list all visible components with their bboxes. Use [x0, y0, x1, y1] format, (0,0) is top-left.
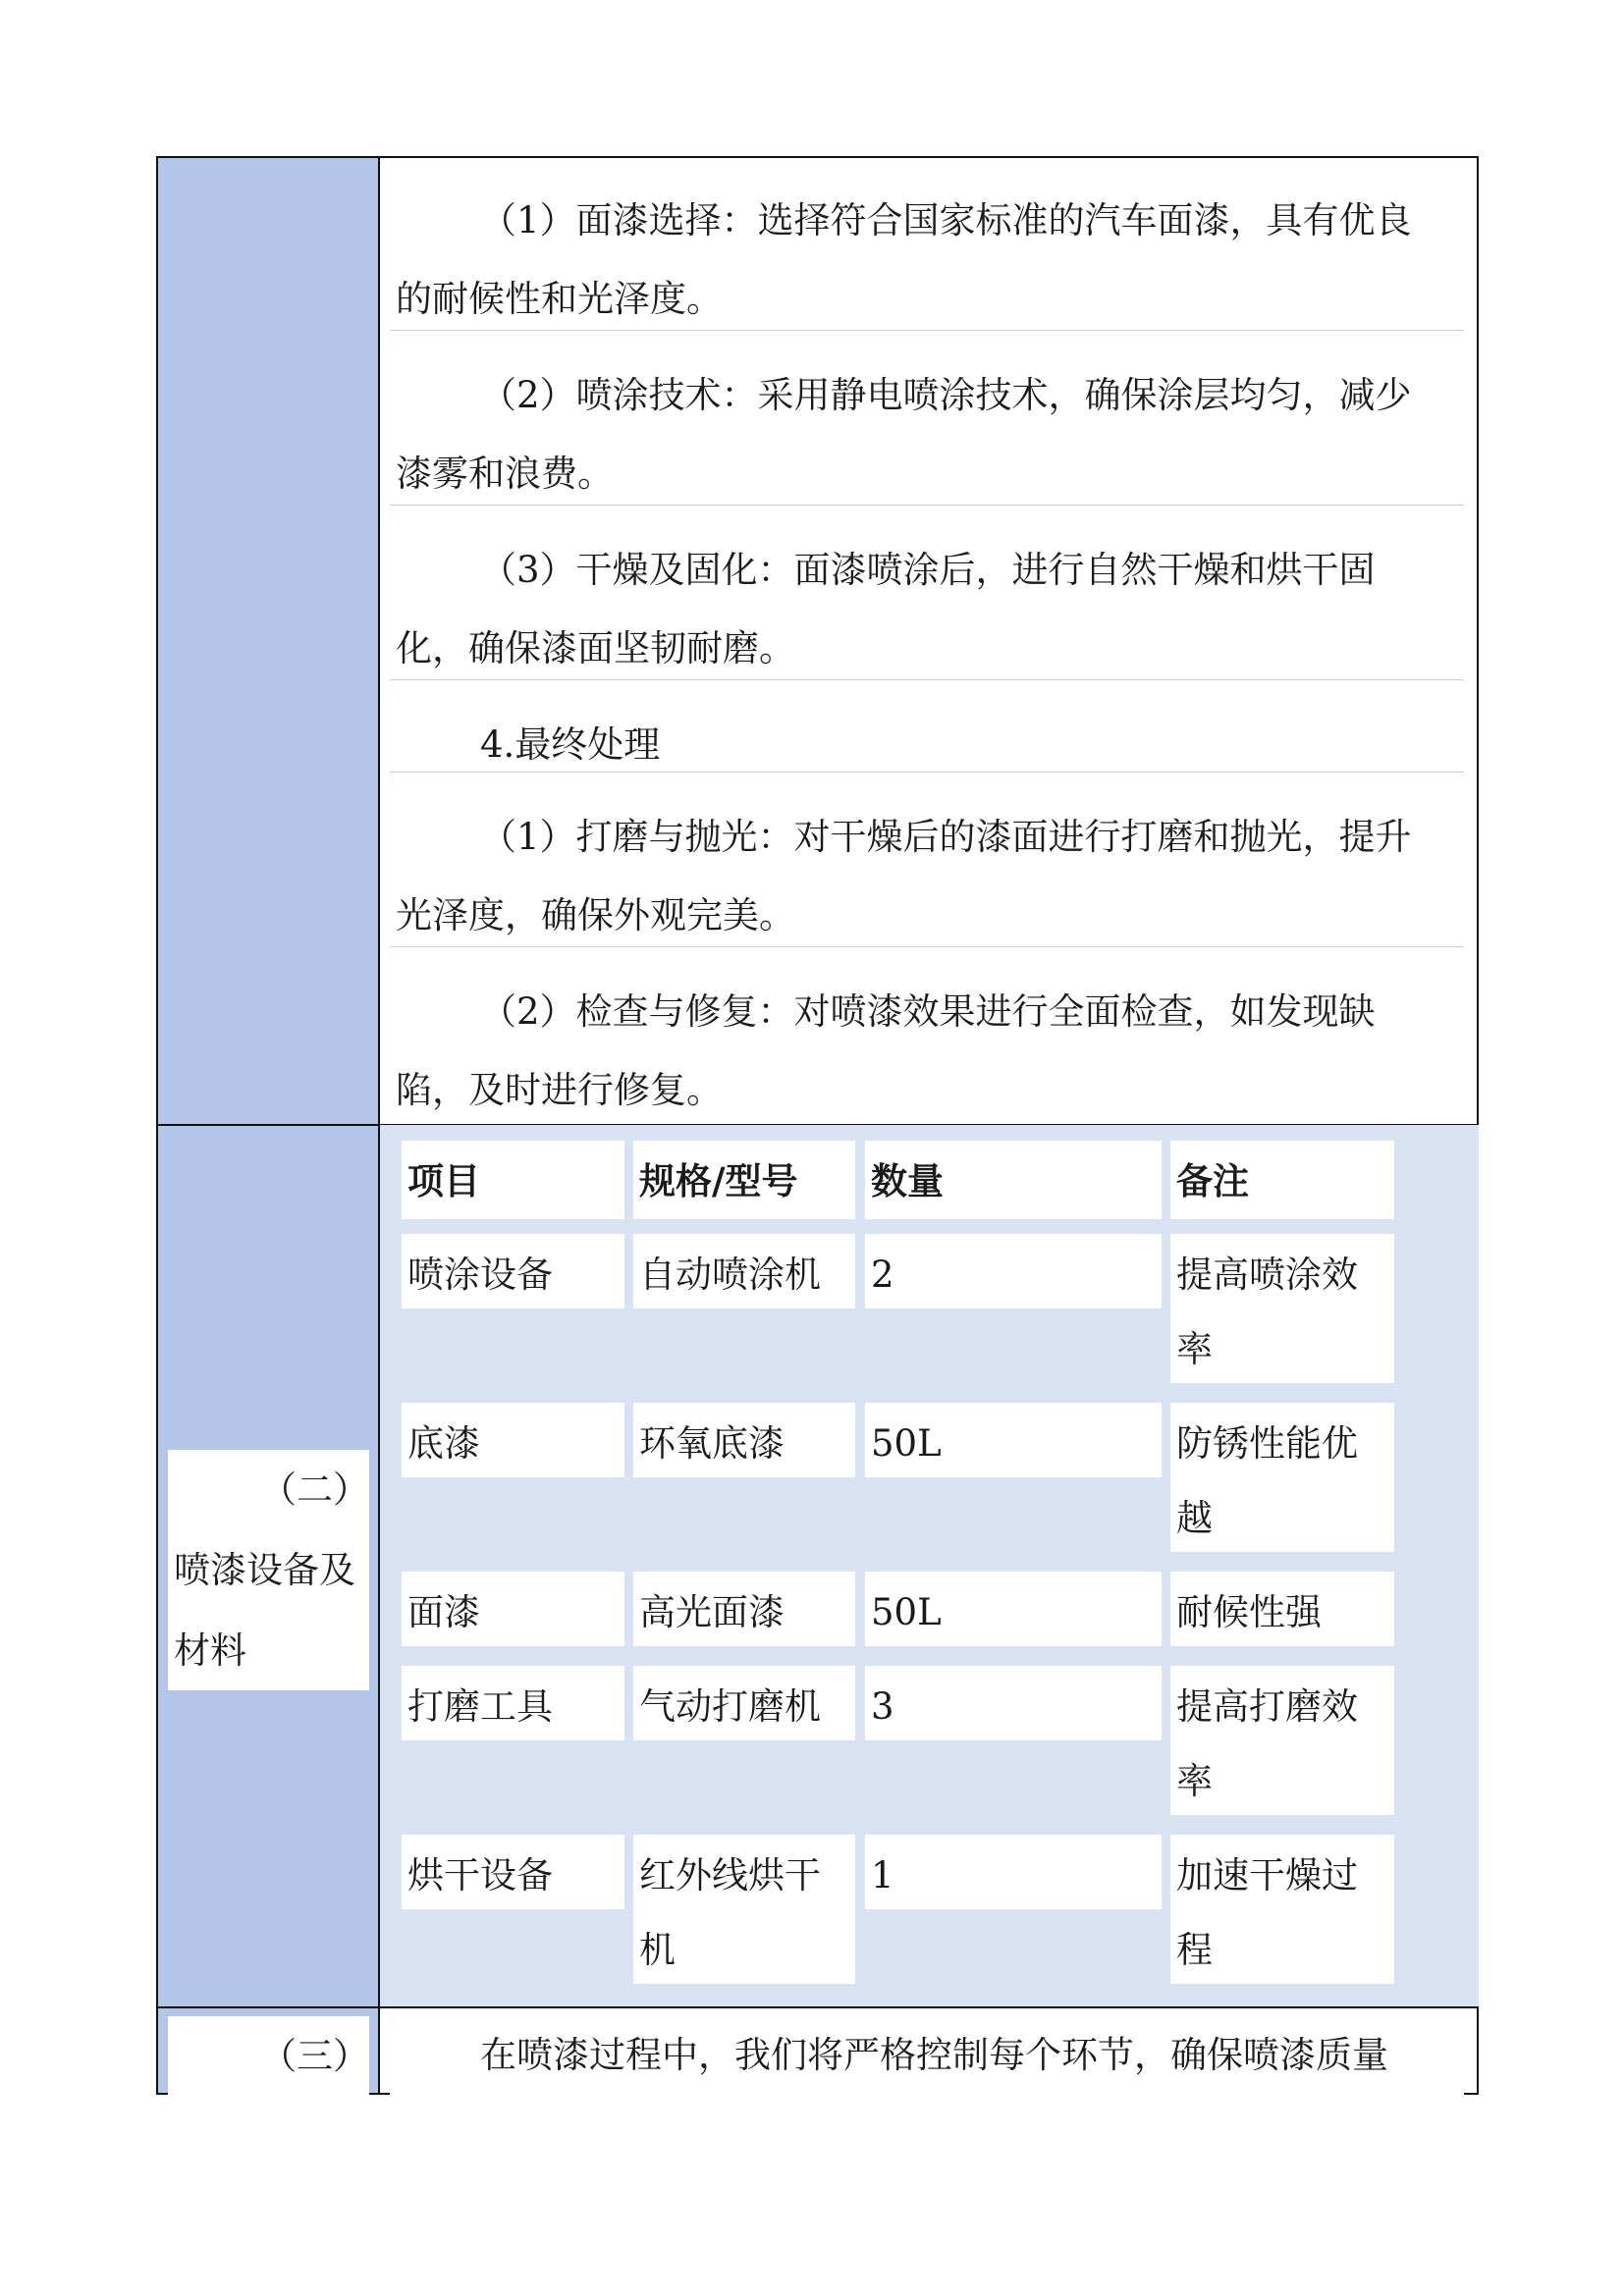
- paragraph-topcoat-selection: [390, 168, 1464, 331]
- table-cell-spec: 自动喷涂机: [633, 1234, 855, 1308]
- note-line: 越: [1176, 1497, 1213, 1539]
- table-cell-spec: 高光面漆: [633, 1572, 855, 1646]
- header-note: 备注: [1170, 1141, 1394, 1219]
- document-table: [156, 156, 1479, 2095]
- table-cell-item: 底漆: [402, 1403, 624, 1477]
- table-cell-item: 喷涂设备: [402, 1234, 624, 1308]
- paragraph-line: 的耐候性和光泽度。: [396, 278, 723, 320]
- spec-line: 红外线烘干: [639, 1854, 821, 1896]
- note-line: 防锈性能优: [1176, 1422, 1358, 1465]
- table-cell-item: 烘干设备: [402, 1835, 624, 1909]
- paragraph-line: （2）检查与修复：对喷漆效果进行全面检查，如发现缺: [480, 990, 1376, 1033]
- paragraph-line: （2）喷涂技术：采用静电喷涂技术，确保涂层均匀，减少: [480, 374, 1412, 416]
- table-cell-note: [1170, 1234, 1394, 1383]
- header-spec: 规格/型号: [633, 1141, 855, 1219]
- spec-line: 机: [639, 1929, 676, 1971]
- table-cell-spec: 环氧底漆: [633, 1403, 855, 1477]
- section2-label-line: 喷漆设备及: [174, 1549, 355, 1591]
- header-quantity: 数量: [865, 1141, 1162, 1219]
- row-divider: [158, 2006, 1477, 2008]
- paragraph-drying-curing: [390, 517, 1464, 680]
- table-cell-quantity: 2: [865, 1234, 1162, 1308]
- paragraph-spray-technique: [390, 343, 1464, 506]
- note-line: 提高打磨效: [1176, 1685, 1358, 1728]
- paragraph-line: 化，确保漆面坚韧耐磨。: [396, 627, 795, 669]
- table-cell-spec: 气动打磨机: [633, 1666, 855, 1740]
- table-cell-note: [1170, 1835, 1394, 1984]
- note-line: 率: [1176, 1328, 1213, 1370]
- note-line: 提高喷涂效: [1176, 1254, 1358, 1296]
- paragraph-line: 在喷漆过程中，我们将严格控制每个环节，确保喷漆质量: [480, 2034, 1388, 2076]
- table-cell-item: 打磨工具: [402, 1666, 624, 1740]
- paragraph-line: （1）打磨与抛光：对干燥后的漆面进行打磨和抛光，提升: [480, 816, 1412, 858]
- table-cell-quantity: 50L: [865, 1403, 1162, 1477]
- table-cell-spec: [633, 1835, 855, 1984]
- section2-label-line: （二）: [260, 1468, 369, 1511]
- heading-final-processing: [390, 692, 1464, 773]
- table-cell-item: 面漆: [402, 1572, 624, 1646]
- header-item: 项目: [402, 1141, 624, 1219]
- paragraph-line: 4.最终处理: [480, 723, 661, 766]
- section3-paragraph: [390, 2016, 1464, 2095]
- table-cell-note: [1170, 1403, 1394, 1552]
- paragraph-line: （3）干燥及固化：面漆喷涂后，进行自然干燥和烘干固: [480, 549, 1376, 591]
- table-cell-quantity: 1: [865, 1835, 1162, 1909]
- paragraph-line: 陷，及时进行修复。: [396, 1069, 723, 1111]
- table-cell-quantity: 50L: [865, 1572, 1162, 1646]
- section2-label: [168, 1450, 369, 1690]
- section3-label: （三）: [168, 2016, 369, 2095]
- paragraph-line: 光泽度，确保外观完美。: [396, 894, 795, 936]
- paragraph-line: 漆雾和浪费。: [396, 453, 614, 495]
- table-cell-note: [1170, 1666, 1394, 1815]
- paragraph-inspection-repair: [390, 959, 1464, 1122]
- note-line: 程: [1176, 1929, 1213, 1971]
- note-line: 加速干燥过: [1176, 1854, 1358, 1896]
- section2-label-line: 材料: [174, 1629, 246, 1672]
- note-line: 率: [1176, 1760, 1213, 1802]
- paragraph-line: （1）面漆选择：选择符合国家标准的汽车面漆，具有优良: [480, 199, 1412, 241]
- table-cell-quantity: 3: [865, 1666, 1162, 1740]
- table-cell-note: 耐候性强: [1170, 1572, 1394, 1646]
- paragraph-sanding-polishing: [390, 784, 1464, 947]
